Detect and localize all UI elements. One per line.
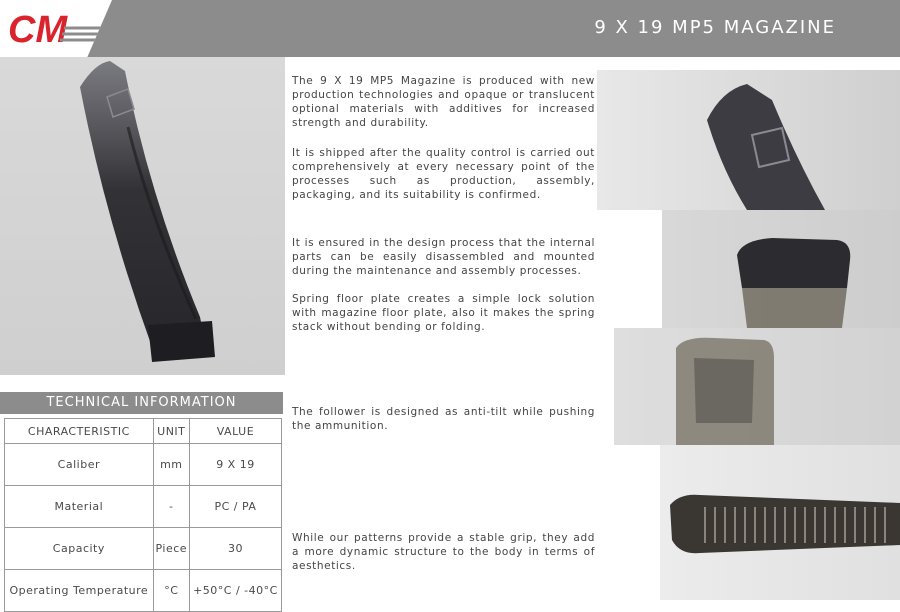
column-header: VALUE — [189, 419, 281, 444]
description-paragraph: While our patterns provide a stable grip, they add a more dynamic structure to the body in terms of aesthetics. — [292, 532, 595, 572]
spec-table — [4, 418, 282, 612]
table-cell: Capacity — [5, 528, 154, 570]
follower-photo — [614, 328, 900, 445]
table-row — [5, 528, 282, 570]
description-paragraph: It is ensured in the design process that the internal parts can be easily disassembled and mounted during the maintenance and assembly processes. — [292, 237, 595, 277]
hero-magazine-image — [0, 57, 285, 375]
table-cell: 9 X 19 — [189, 444, 281, 486]
column-header: CHARACTERISTIC — [5, 419, 154, 444]
table-cell: mm — [153, 444, 189, 486]
header-bar — [0, 0, 900, 57]
description-paragraph: The 9 X 19 MP5 Magazine is produced with new production technologies and opaque or translucent optional materials with additives for increased strength and durability. — [292, 75, 595, 129]
table-cell: +50°C / -40°C — [189, 570, 281, 612]
table-cell: Caliber — [5, 444, 154, 486]
technical-information-heading: TECHNICAL INFORMATION — [0, 392, 283, 414]
column-header: UNIT — [153, 419, 189, 444]
logo-text: CM — [8, 9, 68, 50]
table-cell: Material — [5, 486, 154, 528]
floor-plate-photo — [662, 210, 900, 328]
description-paragraph: It is shipped after the quality control is carried out comprehensively at every necessary point of the processes such as production, assembly, packaging, and its suitability is confirmed. — [292, 147, 595, 201]
table-cell: - — [153, 486, 189, 528]
logo-container — [0, 0, 112, 57]
magazine-top-photo — [597, 70, 900, 210]
table-cell: Operating Temperature — [5, 570, 154, 612]
grip-pattern-photo — [660, 445, 900, 600]
description-paragraph: The follower is designed as anti-tilt while pushing the ammunition. — [292, 406, 595, 432]
cm-logo — [6, 6, 106, 50]
table-cell: Piece — [153, 528, 189, 570]
table-cell: 30 — [189, 528, 281, 570]
table-cell: °C — [153, 570, 189, 612]
spec-table-header-row — [5, 419, 282, 444]
table-row — [5, 486, 282, 528]
table-row — [5, 444, 282, 486]
table-row — [5, 570, 282, 612]
page-title: 9 X 19 MP5 MAGAZINE — [594, 17, 836, 38]
table-cell: PC / PA — [189, 486, 281, 528]
description-paragraph: Spring floor plate creates a simple lock solution with magazine floor plate, also it makes the spring stack without bending or folding. — [292, 293, 595, 333]
